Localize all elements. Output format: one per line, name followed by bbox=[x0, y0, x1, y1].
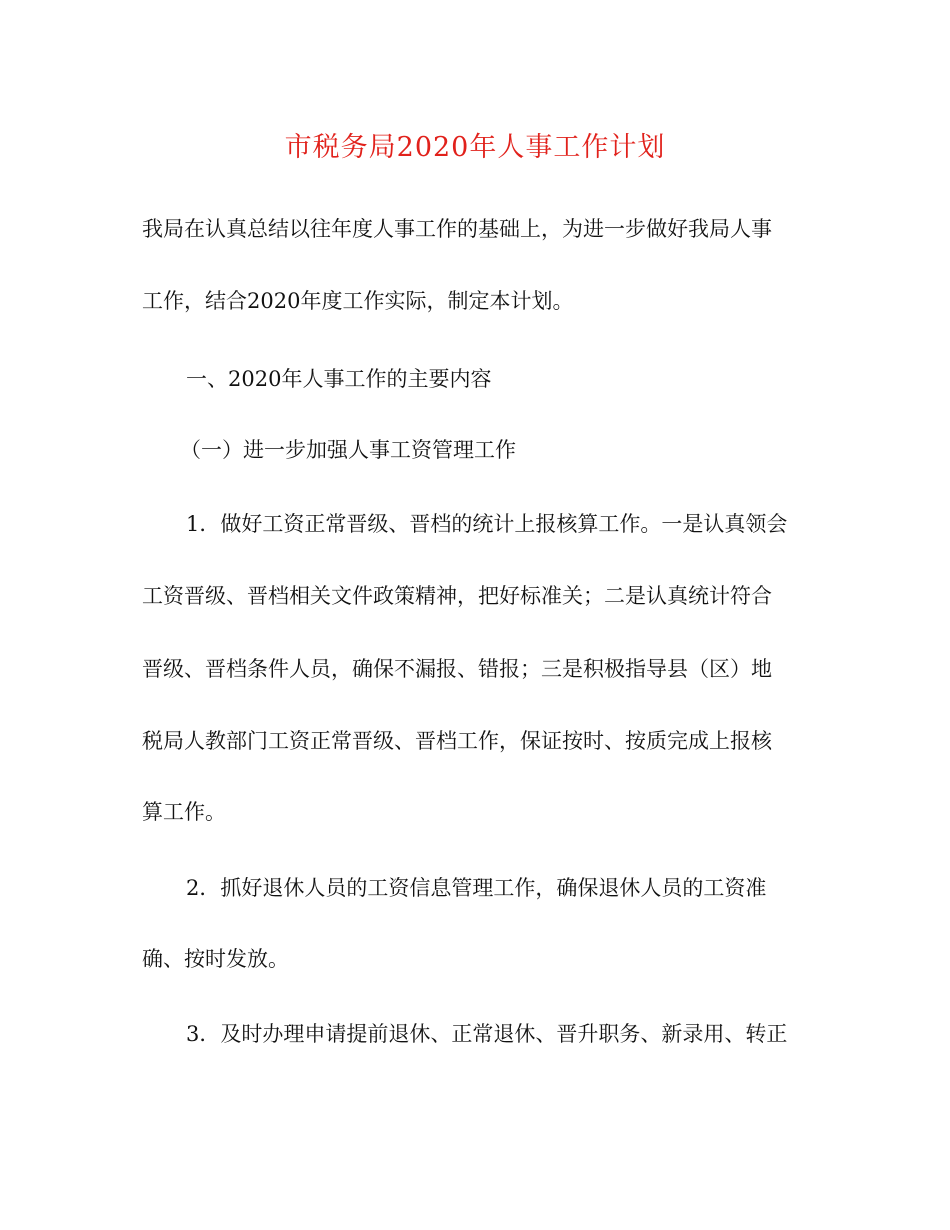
document-title: 市税务局2020年人事工作计划 bbox=[284, 132, 666, 163]
paragraph-intro-line-1: 我局在认真总结以往年度人事工作的基础上，为进一步做好我局人事 bbox=[142, 217, 772, 241]
item-1-line-5: 算工作。 bbox=[142, 800, 226, 824]
subsection-heading-1: （一）进一步加强人事工资管理工作 bbox=[180, 438, 516, 462]
item-2-line-2: 确、按时发放。 bbox=[142, 947, 289, 971]
item-2-line-1: 2．抓好退休人员的工资信息管理工作，确保退休人员的工资准 bbox=[186, 876, 767, 900]
item-1-line-4: 税局人教部门工资正常晋级、晋档工作，保证按时、按质完成上报核 bbox=[142, 729, 772, 753]
item-1-line-1: 1．做好工资正常晋级、晋档的统计上报核算工作。一是认真领会 bbox=[186, 512, 788, 536]
item-3-line-1: 3．及时办理申请提前退休、正常退休、晋升职务、新录用、转正 bbox=[186, 1022, 788, 1046]
item-1-line-2: 工资晋级、晋档相关文件政策精神，把好标准关；二是认真统计符合 bbox=[142, 584, 772, 608]
item-1-line-3: 晋级、晋档条件人员，确保不漏报、错报；三是积极指导县（区）地 bbox=[142, 657, 772, 681]
paragraph-intro-line-2: 工作，结合2020年度工作实际，制定本计划。 bbox=[142, 289, 574, 313]
section-heading-1: 一、2020年人事工作的主要内容 bbox=[186, 367, 492, 391]
